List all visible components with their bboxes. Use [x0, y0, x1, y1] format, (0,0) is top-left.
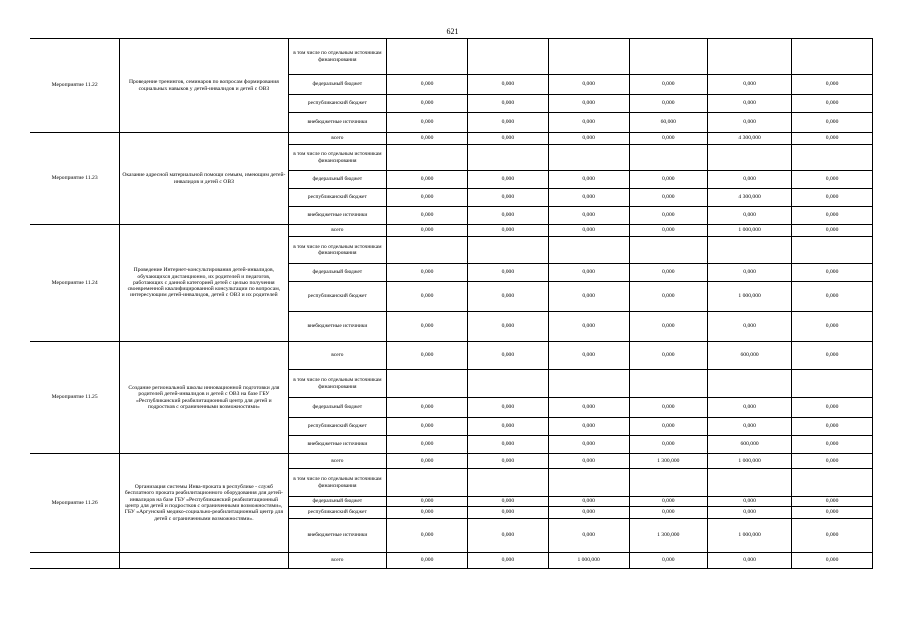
- amount-cell: 0,000: [467, 133, 548, 145]
- amount-cell: [467, 237, 548, 264]
- amount-cell: [387, 370, 468, 398]
- amount-cell: 0,000: [467, 282, 548, 312]
- amount-cell: 0,000: [548, 264, 629, 282]
- funding-source: внебюджетные источники: [288, 113, 387, 133]
- amount-cell: [548, 39, 629, 75]
- amount-cell: 0,000: [629, 398, 708, 418]
- amount-cell: 0,000: [467, 342, 548, 370]
- event-code: Мероприятие 11.24: [30, 225, 120, 342]
- amount-cell: [708, 370, 792, 398]
- amount-cell: 0,000: [548, 312, 629, 342]
- funding-source: в том числе по отдельным источникам финансирования: [288, 39, 387, 75]
- amount-cell: 1 300,000: [629, 454, 708, 469]
- funding-source: всего: [288, 133, 387, 145]
- amount-cell: 0,000: [792, 264, 873, 282]
- event-description: Проведение Интернет-консультирования детей-инвалидов, обучающихся дистанционно, их родителей и педагогов, работающих с данной категорией детей с целью получения своевременной квалифицированной консультации по вопросам, интересующим детей-инвалидов, детей с ОВЗ и их родителей: [120, 225, 288, 342]
- amount-cell: 0,000: [792, 171, 873, 189]
- amount-cell: [387, 237, 468, 264]
- amount-cell: 4 300,000: [708, 189, 792, 207]
- amount-cell: 0,000: [387, 342, 468, 370]
- amount-cell: 0,000: [467, 95, 548, 113]
- amount-cell: 0,000: [708, 398, 792, 418]
- amount-cell: 0,000: [792, 497, 873, 507]
- amount-cell: 0,000: [629, 282, 708, 312]
- amount-cell: 0,000: [467, 207, 548, 225]
- event-code: [30, 553, 120, 569]
- funding-source: республиканский бюджет: [288, 95, 387, 113]
- funding-source: внебюджетные источники: [288, 519, 387, 553]
- funding-source: в том числе по отдельным источникам финансирования: [288, 469, 387, 497]
- amount-cell: 0,000: [467, 454, 548, 469]
- amount-cell: 0,000: [792, 418, 873, 436]
- amount-cell: 0,000: [792, 454, 873, 469]
- financing-table: [30, 38, 873, 569]
- amount-cell: 0,000: [548, 497, 629, 507]
- amount-cell: 0,000: [792, 507, 873, 519]
- amount-cell: 0,000: [629, 225, 708, 237]
- funding-source: республиканский бюджет: [288, 189, 387, 207]
- funding-source: в том числе по отдельным источникам финансирования: [288, 237, 387, 264]
- amount-cell: 0,000: [467, 312, 548, 342]
- amount-cell: 0,000: [467, 519, 548, 553]
- table-row: [30, 553, 873, 569]
- amount-cell: 0,000: [792, 113, 873, 133]
- event-code: Мероприятие 11.23: [30, 133, 120, 225]
- funding-source: республиканский бюджет: [288, 507, 387, 519]
- amount-cell: 0,000: [548, 133, 629, 145]
- amount-cell: [629, 237, 708, 264]
- amount-cell: 0,000: [387, 171, 468, 189]
- amount-cell: 0,000: [792, 553, 873, 569]
- amount-cell: 0,000: [548, 225, 629, 237]
- amount-cell: 0,000: [548, 342, 629, 370]
- amount-cell: 600,000: [708, 342, 792, 370]
- funding-source: федеральный бюджет: [288, 398, 387, 418]
- amount-cell: 0,000: [387, 497, 468, 507]
- table-row: [30, 225, 873, 237]
- event-description: Оказание адресной материальной помощи семьям, имеющим детей-инвалидов и детей с ОВЗ: [120, 133, 288, 225]
- event-code: Мероприятие 11.26: [30, 454, 120, 553]
- amount-cell: [792, 39, 873, 75]
- funding-source: внебюджетные источники: [288, 436, 387, 454]
- amount-cell: 0,000: [792, 436, 873, 454]
- amount-cell: 0,000: [467, 398, 548, 418]
- funding-source: федеральный бюджет: [288, 75, 387, 95]
- amount-cell: 1 000,000: [708, 519, 792, 553]
- amount-cell: 0,000: [629, 95, 708, 113]
- funding-source: в том числе по отдельным источникам финансирования: [288, 145, 387, 171]
- event-description: Проведение тренингов, семинаров по вопросам формирования социальных навыков у детей-инвалидов и детей с ОВЗ: [120, 39, 288, 133]
- amount-cell: 0,000: [548, 507, 629, 519]
- page-number: 621: [446, 27, 459, 36]
- amount-cell: 0,000: [387, 95, 468, 113]
- event-code: Мероприятие 11.22: [30, 39, 120, 133]
- amount-cell: 0,000: [548, 519, 629, 553]
- amount-cell: [708, 469, 792, 497]
- amount-cell: 0,000: [387, 113, 468, 133]
- amount-cell: [792, 469, 873, 497]
- table-row: [30, 454, 873, 469]
- amount-cell: 1 000,000: [708, 225, 792, 237]
- amount-cell: 0,000: [708, 418, 792, 436]
- amount-cell: [467, 469, 548, 497]
- amount-cell: [629, 370, 708, 398]
- amount-cell: 0,000: [387, 454, 468, 469]
- amount-cell: 0,000: [467, 225, 548, 237]
- amount-cell: 0,000: [792, 282, 873, 312]
- amount-cell: 0,000: [387, 75, 468, 95]
- amount-cell: 0,000: [708, 75, 792, 95]
- amount-cell: [629, 469, 708, 497]
- amount-cell: 0,000: [708, 497, 792, 507]
- amount-cell: 0,000: [629, 264, 708, 282]
- amount-cell: 0,000: [387, 282, 468, 312]
- amount-cell: 0,000: [629, 312, 708, 342]
- amount-cell: [792, 237, 873, 264]
- amount-cell: 0,000: [792, 189, 873, 207]
- funding-source: всего: [288, 342, 387, 370]
- amount-cell: 0,000: [387, 553, 468, 569]
- amount-cell: 0,000: [548, 75, 629, 95]
- amount-cell: 0,000: [548, 436, 629, 454]
- funding-source: федеральный бюджет: [288, 171, 387, 189]
- amount-cell: 600,000: [708, 436, 792, 454]
- amount-cell: 0,000: [387, 225, 468, 237]
- amount-cell: 0,000: [708, 207, 792, 225]
- amount-cell: 0,000: [629, 342, 708, 370]
- amount-cell: 0,000: [792, 133, 873, 145]
- amount-cell: 0,000: [629, 436, 708, 454]
- amount-cell: 0,000: [548, 95, 629, 113]
- amount-cell: 0,000: [708, 113, 792, 133]
- event-description: [120, 553, 288, 569]
- amount-cell: 0,000: [629, 133, 708, 145]
- amount-cell: 4 300,000: [708, 133, 792, 145]
- funding-source: в том числе по отдельным источникам финансирования: [288, 370, 387, 398]
- amount-cell: 1 000,000: [708, 282, 792, 312]
- amount-cell: 1 000,000: [548, 553, 629, 569]
- funding-source: всего: [288, 553, 387, 569]
- amount-cell: 0,000: [467, 264, 548, 282]
- amount-cell: [548, 469, 629, 497]
- amount-cell: 1 300,000: [629, 519, 708, 553]
- amount-cell: 0,000: [467, 189, 548, 207]
- amount-cell: 0,000: [792, 225, 873, 237]
- amount-cell: 0,000: [708, 553, 792, 569]
- amount-cell: 0,000: [629, 497, 708, 507]
- funding-source: внебюджетные источники: [288, 207, 387, 225]
- amount-cell: 0,000: [467, 75, 548, 95]
- amount-cell: 0,000: [629, 171, 708, 189]
- amount-cell: [708, 145, 792, 171]
- amount-cell: 0,000: [467, 553, 548, 569]
- funding-source: внебюджетные источники: [288, 312, 387, 342]
- amount-cell: 0,000: [548, 454, 629, 469]
- amount-cell: 0,000: [792, 312, 873, 342]
- amount-cell: [629, 145, 708, 171]
- amount-cell: [548, 145, 629, 171]
- table-row: [30, 133, 873, 145]
- amount-cell: 0,000: [548, 189, 629, 207]
- amount-cell: 0,000: [467, 418, 548, 436]
- amount-cell: [387, 469, 468, 497]
- amount-cell: [548, 237, 629, 264]
- amount-cell: 0,000: [387, 207, 468, 225]
- amount-cell: 60,000: [629, 113, 708, 133]
- amount-cell: [467, 370, 548, 398]
- amount-cell: 0,000: [467, 436, 548, 454]
- amount-cell: [792, 145, 873, 171]
- event-description: Создание региональной школы инновационной подготовки для родителей детей-инвалидов и детей с ОВЗ на базе ГБУ «Республиканский реабилитационный центр для детей и подростков с ограниченными возможностями»: [120, 342, 288, 454]
- amount-cell: 0,000: [387, 312, 468, 342]
- event-code: Мероприятие 11.25: [30, 342, 120, 454]
- amount-cell: [708, 237, 792, 264]
- amount-cell: 0,000: [792, 342, 873, 370]
- table-row: [30, 342, 873, 370]
- amount-cell: 0,000: [467, 113, 548, 133]
- amount-cell: 0,000: [387, 436, 468, 454]
- amount-cell: 0,000: [548, 398, 629, 418]
- amount-cell: 0,000: [387, 133, 468, 145]
- amount-cell: [708, 39, 792, 75]
- event-description: Организация системы Инва-проката в республике - служб бесплатного проката реабилитационного оборудования для детей-инвалидов на базе ГБУ «Республиканский реабилитационный центр для детей и подростков с ограниченными возможностями», ГБУ «Аргунский медико-социально-реабилитационный центр для детей с ограниченными возможностями».: [120, 454, 288, 553]
- amount-cell: 0,000: [629, 553, 708, 569]
- amount-cell: [548, 370, 629, 398]
- amount-cell: 0,000: [548, 171, 629, 189]
- amount-cell: 0,000: [548, 207, 629, 225]
- amount-cell: 0,000: [792, 398, 873, 418]
- amount-cell: 0,000: [548, 282, 629, 312]
- funding-source: всего: [288, 225, 387, 237]
- amount-cell: [387, 145, 468, 171]
- amount-cell: 0,000: [708, 171, 792, 189]
- amount-cell: 0,000: [708, 264, 792, 282]
- table-row: [30, 39, 873, 75]
- amount-cell: 0,000: [387, 189, 468, 207]
- amount-cell: 0,000: [792, 95, 873, 113]
- amount-cell: [467, 145, 548, 171]
- amount-cell: 0,000: [467, 507, 548, 519]
- funding-source: республиканский бюджет: [288, 418, 387, 436]
- amount-cell: 0,000: [387, 418, 468, 436]
- amount-cell: 0,000: [387, 519, 468, 553]
- amount-cell: 0,000: [548, 113, 629, 133]
- amount-cell: 0,000: [708, 95, 792, 113]
- amount-cell: 0,000: [629, 207, 708, 225]
- amount-cell: 0,000: [387, 398, 468, 418]
- amount-cell: 0,000: [629, 418, 708, 436]
- amount-cell: 0,000: [548, 418, 629, 436]
- amount-cell: [387, 39, 468, 75]
- amount-cell: 0,000: [708, 312, 792, 342]
- funding-source: республиканский бюджет: [288, 282, 387, 312]
- funding-source: всего: [288, 454, 387, 469]
- amount-cell: 0,000: [792, 75, 873, 95]
- amount-cell: 0,000: [629, 189, 708, 207]
- amount-cell: 0,000: [792, 207, 873, 225]
- amount-cell: 0,000: [467, 497, 548, 507]
- funding-source: федеральный бюджет: [288, 264, 387, 282]
- amount-cell: 0,000: [467, 171, 548, 189]
- amount-cell: [629, 39, 708, 75]
- amount-cell: 0,000: [629, 507, 708, 519]
- amount-cell: 0,000: [629, 75, 708, 95]
- amount-cell: 0,000: [387, 264, 468, 282]
- amount-cell: 0,000: [792, 519, 873, 553]
- amount-cell: 0,000: [708, 507, 792, 519]
- amount-cell: 0,000: [387, 507, 468, 519]
- funding-source: федеральный бюджет: [288, 497, 387, 507]
- amount-cell: 1 000,000: [708, 454, 792, 469]
- amount-cell: [792, 370, 873, 398]
- amount-cell: [467, 39, 548, 75]
